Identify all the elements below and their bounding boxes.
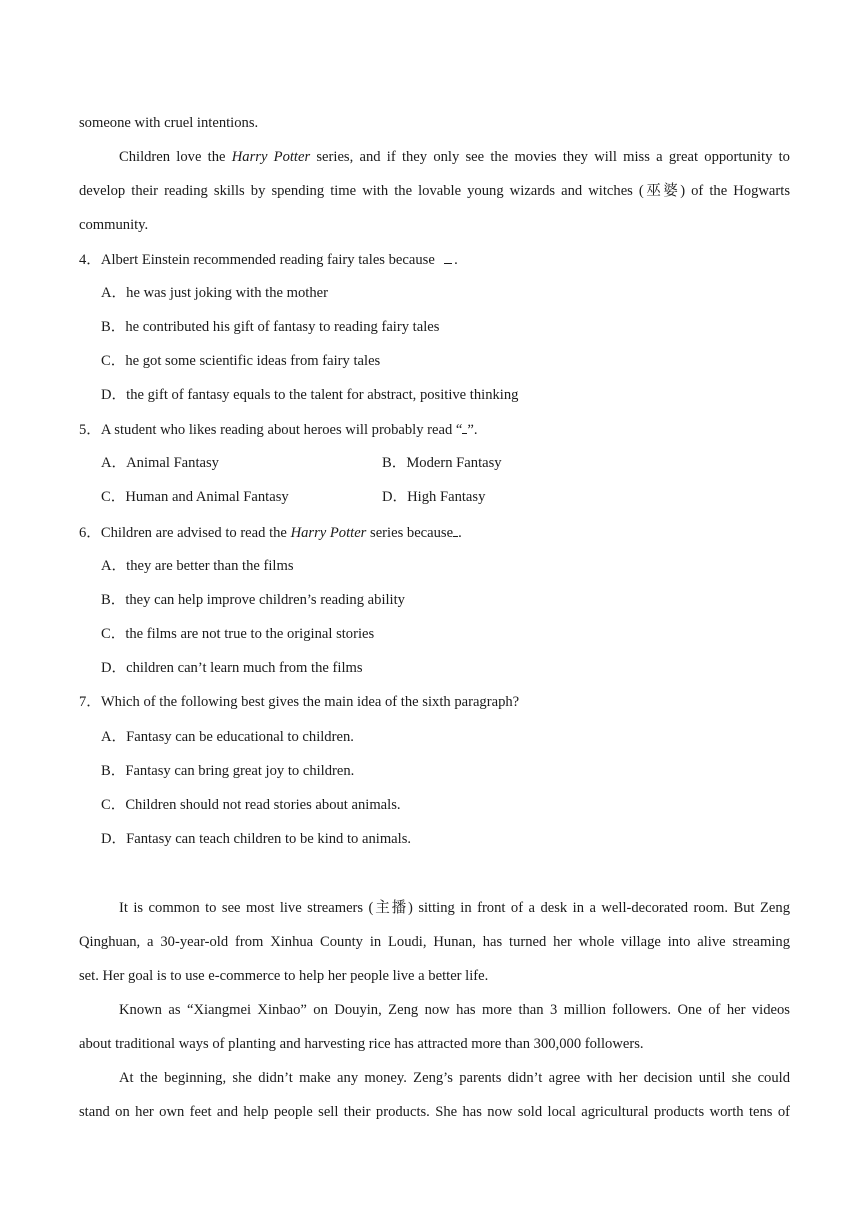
passage-b-p1-line-1: It is common to see most live streamers (主播) sitting in front of a desk in a well-decorated room. But Zeng	[119, 900, 790, 916]
option-text: he got some scientific ideas from fairy tales	[125, 353, 381, 369]
question-number: 6．	[79, 525, 101, 541]
passage-a-line-3: develop their reading skills by spending time with the lovable young wizards and witches (巫婆) of the Hogwarts	[79, 183, 790, 199]
question-text: Albert Einstein recommended reading fairy tales because	[100, 252, 435, 268]
question-7-option-b	[101, 761, 812, 781]
book-title: Harry Potter	[231, 149, 311, 165]
passage-a-paragraph-start	[119, 147, 790, 167]
question-6-option-a	[101, 556, 812, 576]
option-text: Animal Fantasy	[126, 455, 219, 471]
question-7-stem	[79, 692, 790, 712]
option-letter: C．	[101, 626, 126, 642]
question-punct: .	[454, 252, 458, 268]
answer-blank	[444, 249, 452, 264]
question-7-option-a	[101, 727, 812, 747]
question-6-option-b	[101, 590, 812, 610]
question-5-option-c	[101, 487, 361, 507]
option-letter: D．	[101, 387, 127, 403]
question-text: Children are advised to read the	[100, 525, 291, 541]
passage-b-p2-line-1: Known as “Xiangmei Xinbao” on Douyin, Zeng now has more than 3 million followers. One of her videos	[119, 1002, 790, 1018]
passage-b-p1-line-3: set. Her goal is to use e-commerce to help her people live a better life.	[79, 968, 489, 984]
option-letter: B．	[101, 319, 126, 335]
option-text: Modern Fantasy	[406, 455, 502, 471]
question-text: Which of the following best gives the main idea of the sixth paragraph?	[100, 694, 520, 710]
question-7-option-d	[101, 829, 812, 849]
option-letter: C．	[101, 353, 126, 369]
book-title: Harry Potter	[290, 525, 367, 541]
question-number: 5．	[79, 422, 101, 438]
option-text: Fantasy can be educational to children.	[126, 729, 354, 745]
question-text: series because	[366, 525, 454, 541]
question-punct: ”.	[467, 422, 478, 438]
option-text: Children should not read stories about animals.	[125, 797, 401, 813]
question-4-option-a	[101, 283, 812, 303]
passage-b-p2-line-2: about traditional ways of planting and harvesting rice has attracted more than 300,000 followers.	[79, 1036, 644, 1052]
passage-b-p3-line-2: stand on her own feet and help people sell their products. She has now sold local agricultural products worth tens of	[79, 1104, 790, 1120]
question-5-option-a	[101, 453, 361, 473]
option-letter: A．	[101, 558, 127, 574]
question-4-option-d	[101, 385, 812, 405]
option-text: Human and Animal Fantasy	[125, 489, 289, 505]
option-text: he was just joking with the mother	[126, 285, 328, 301]
question-punct: .	[458, 525, 462, 541]
option-letter: A．	[101, 285, 127, 301]
option-letter: B．	[101, 592, 126, 608]
option-text: he contributed his gift of fantasy to reading fairy tales	[125, 319, 440, 335]
option-text: Fantasy can bring great joy to children.	[125, 763, 355, 779]
question-5-option-b	[382, 453, 682, 473]
option-text: they can help improve children’s reading ability	[125, 592, 405, 608]
option-letter: D．	[101, 660, 127, 676]
question-4-option-b	[101, 317, 812, 337]
question-6-stem	[79, 522, 790, 543]
question-number: 4．	[79, 252, 101, 268]
passage-a-text: series, and if they only see the movies they will miss a great opportunity to	[310, 149, 790, 165]
passage-b-p1-line-2: Qinghuan, a 30-year-old from Xinhua County in Loudi, Hunan, has turned her whole village into alive streaming	[79, 934, 790, 950]
option-text: the films are not true to the original stories	[125, 626, 375, 642]
option-text: children can’t learn much from the films	[126, 660, 363, 676]
question-number: 7．	[79, 694, 101, 710]
question-7-option-c	[101, 795, 812, 815]
option-text: Fantasy can teach children to be kind to animals.	[126, 831, 412, 847]
option-letter: D．	[382, 489, 408, 505]
option-letter: B．	[101, 763, 126, 779]
option-text: High Fantasy	[407, 489, 486, 505]
option-letter: D．	[101, 831, 127, 847]
option-text: they are better than the films	[126, 558, 294, 574]
passage-a-line-4: community.	[79, 217, 149, 233]
option-text: the gift of fantasy equals to the talent for abstract, positive thinking	[126, 387, 519, 403]
option-letter: B．	[382, 455, 407, 471]
question-6-option-d	[101, 658, 812, 678]
option-letter: C．	[101, 797, 126, 813]
question-5-stem	[79, 419, 790, 440]
question-4-option-c	[101, 351, 812, 371]
question-text: A student who likes reading about heroes will probably read “	[100, 422, 463, 438]
passage-a-text: Children love the	[119, 149, 232, 165]
question-5-option-d	[382, 487, 682, 507]
question-4-stem	[79, 249, 790, 270]
question-6-option-c	[101, 624, 812, 644]
passage-a-line-1: someone with cruel intentions.	[79, 115, 259, 131]
option-letter: A．	[101, 729, 127, 745]
passage-b-p3-line-1: At the beginning, she didn’t make any money. Zeng’s parents didn’t agree with her decision until she could	[119, 1070, 790, 1086]
option-letter: A．	[101, 455, 127, 471]
option-letter: C．	[101, 489, 126, 505]
